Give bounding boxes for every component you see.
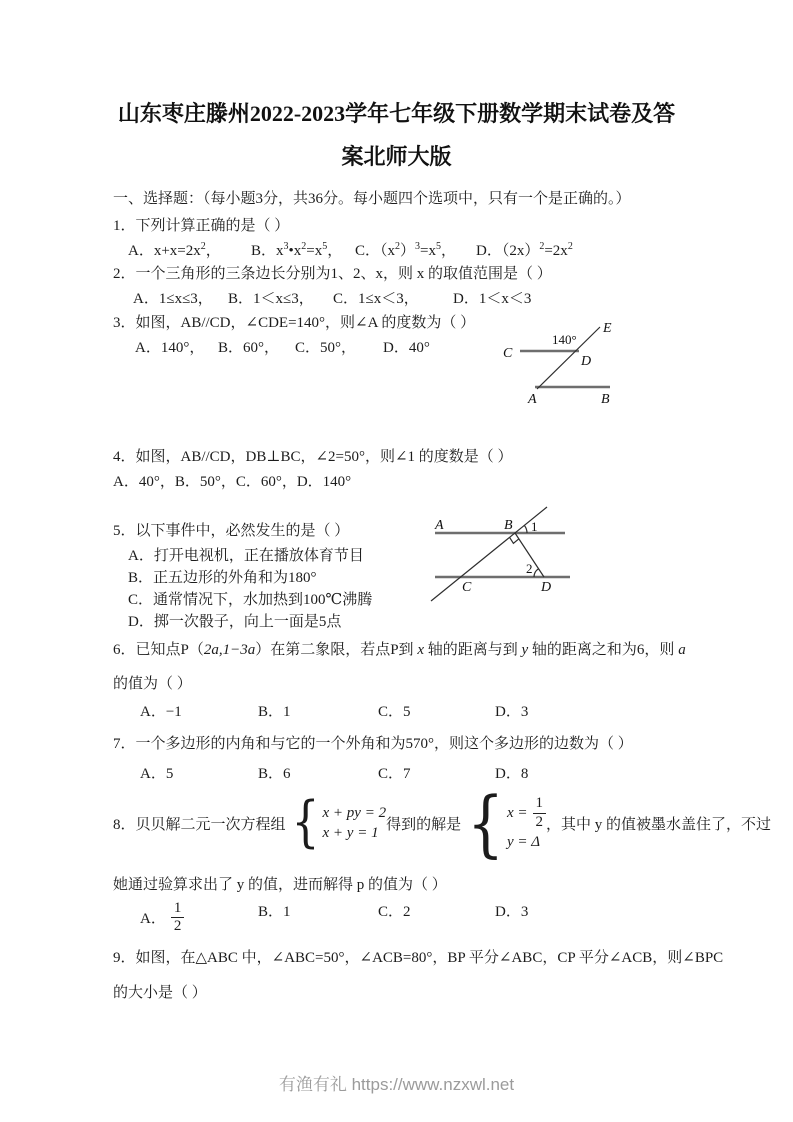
brace-left: { [467,780,504,866]
figure-q3-point-b: B [601,392,610,407]
figure-q4-point-a: A [435,518,444,533]
q8-solution-system: { x = $\frac{1}{2}$ y = Δ [461,795,546,851]
q2-options [133,287,531,308]
q2-option-d: D．1＜x＜3 [453,291,532,307]
figure-q3-parallel-lines [495,312,635,410]
q8-equation-system: { x + py = 2 x + y = 1 [291,790,387,855]
q1-option-c: C．$(x^2)^3=x^5$， [355,241,457,259]
figure-q3-point-e: E [603,321,612,336]
q7-option-a: A．5 [140,766,174,782]
q1-options [128,239,573,260]
q8-option-d: D．3 [495,904,529,920]
q2-stem: 2．一个三角形的三条边长分别为1、2、x，则 x 的取值范围是（ ） [113,266,552,282]
q4-stem: 4．如图，AB//CD，DB⊥BC，∠2=50°，则∠1 的度数是（ ） [113,449,513,465]
figure-q3-point-a: A [528,392,537,407]
figure-q4-angle-2: 2 [526,561,533,576]
q8-option-b: B．1 [258,904,291,920]
q1-option-b: B．$x^3•x^2=x^5$， [251,241,343,259]
q5-option-d: D．掷一次骰子，向上一面是5点 [128,614,342,630]
fraction-one-half: $\frac{1}{2}$ [171,900,185,936]
title-line-1: 山东枣庄滕州2022-2023学年七年级下册数学期末试卷及答 [117,101,676,126]
q3-options [135,336,430,357]
q5-option-b: B．正五边形的外角和为180° [128,570,317,586]
q6-option-b: B．1 [258,704,291,720]
q6-option-c: C．5 [378,704,411,720]
section-header: 一、选择题：（每小题3分，共36分。每小题四个选项中，只有一个是正确的。） [113,191,631,207]
q1-option-d: D．$(2x)^2=2x^2$ [476,241,573,259]
q1-option-a: A．$x+x=2x^2$， [128,241,221,259]
q6-stem-line1: 6．已知点P（2a,1−3a）在第二象限，若点P到 x 轴的距离与到 y 轴的距离之和为6，则 a [113,642,686,658]
q8-option-c: C．2 [378,904,411,920]
q2-option-c: C．1≤x＜3， [333,291,419,307]
q9-stem-line1: 9．如图，在△ABC 中，∠ABC=50°，∠ACB=80°，BP 平分∠ABC，CP 平分∠ACB，则∠BPC [113,950,724,966]
q2-option-a: A．1≤x≤3， [133,291,213,307]
q3-option-d: D．40° [383,340,430,356]
q6-option-d: D．3 [495,704,529,720]
figure-q4-point-c: C [462,580,472,595]
figure-q3-point-c: C [503,346,513,361]
brace-left: { [291,790,320,855]
q3-stem: 3．如图，AB//CD，∠CDE=140°，则∠A 的度数为（ ） [113,315,476,331]
footer-watermark: 有渔有礼 https://www.nzxwl.net [278,1075,515,1094]
q6-options [140,700,528,721]
q5-option-a: A．打开电视机，正在播放体育节目 [128,548,364,564]
q8-stem: 8．贝贝解二元一次方程组 { x + py = 2 x + y = 1 得到的解是 { x = $\frac{1}{2}$ y = Δ ，其中 y 的值被墨水盖住了，不过 [113,780,772,866]
q8-options [140,900,528,936]
q5-stem: 5．以下事件中，必然发生的是（ ） [113,523,350,539]
figure-q4-point-b: B [504,518,513,533]
q9-stem-line2: 的大小是（ ） [113,985,207,1001]
q8-option-a: A． $\frac{1}{2}$ [140,900,258,936]
figure-q4-angle-1: 1 [531,519,538,534]
q5-option-c: C．通常情况下，水加热到100℃沸腾 [128,592,373,608]
figure-q3-point-d: D [581,354,592,369]
q1-stem: 1．下列计算正确的是（ ） [113,218,290,234]
figure-q4-point-d: D [541,580,552,595]
title-line-2: 案北师大版 [341,144,452,169]
figure-q4-parallel-lines [425,495,580,613]
q2-option-b: B．1＜x≤3， [228,291,314,307]
q8-stem-line2: 她通过验算求出了 y 的值，进而解得 p 的值为（ ） [113,877,447,893]
q3-option-a: A．140°， [135,340,205,356]
q6-stem-line2: 的值为（ ） [113,676,192,692]
q7-stem: 7．一个多边形的内角和与它的一个外角和为570°，则这个多边形的边数为（ ） [113,736,633,752]
q7-option-d: D．8 [495,766,529,782]
q7-option-b: B．6 [258,766,291,782]
page-title [0,92,793,178]
q3-option-c: C．50°， [295,340,357,356]
fraction-one-half: $\frac{1}{2}$ [533,795,547,831]
q7-option-c: C．7 [378,766,411,782]
figure-q3-angle-label: 140° [552,332,577,347]
q4-options: A．40°，B．50°，C．60°，D．140° [113,474,352,490]
q3-option-b: B．60°， [218,340,280,356]
q6-option-a: A．−1 [140,704,182,720]
